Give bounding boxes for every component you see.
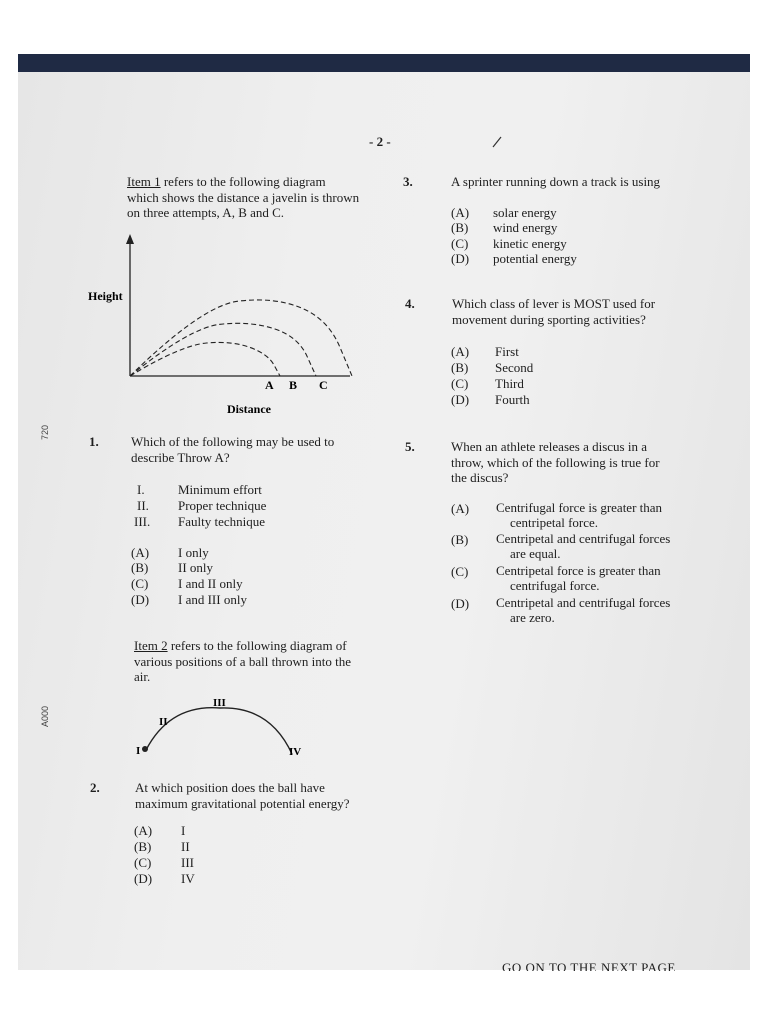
q5-option-line2: are equal. <box>510 546 561 561</box>
y-axis-arrow <box>126 234 134 244</box>
q1-statement-text: Faulty technique <box>178 514 266 529</box>
q2-option-text: IV <box>181 871 195 886</box>
q5-option-line2: centripetal force. <box>510 515 599 530</box>
q1-option-letter[interactable]: (C) <box>131 576 149 591</box>
position-i-label: I <box>136 745 141 757</box>
ball-trajectory-diagram <box>120 694 330 764</box>
q3-option-letter[interactable]: (B) <box>451 220 469 235</box>
q5-option-letter[interactable]: (A) <box>451 501 470 516</box>
q4-option-letter[interactable]: (B) <box>451 360 469 375</box>
q5-option-line1: Centripetal and centrifugal forces <box>496 531 671 546</box>
item2-ref: Item 2 <box>134 638 168 653</box>
javelin-chart <box>80 228 380 428</box>
q1-statement-num: I. <box>137 482 145 497</box>
q4-option-letter[interactable]: (D) <box>451 392 470 407</box>
q1-stem <box>131 434 391 465</box>
q4-stem-line2: movement during sporting activities? <box>452 311 646 327</box>
position-ii-label: II <box>159 716 168 728</box>
q2-option-letter[interactable]: (D) <box>134 871 153 886</box>
q2-option-text: II <box>181 839 190 854</box>
q4-option-letter[interactable]: (A) <box>451 344 470 359</box>
q1-option-text: II only <box>178 560 214 575</box>
q3-option-letter[interactable]: (A) <box>451 205 470 220</box>
q3-option-text: solar energy <box>493 205 557 220</box>
q4-option-text: Second <box>495 360 534 375</box>
q2-option-letter[interactable]: (A) <box>134 823 153 838</box>
page-number: - 2 - <box>369 134 391 149</box>
item2-line3: air. <box>134 669 151 684</box>
margin-code-bottom: A000 <box>40 705 50 727</box>
q5-option-line1: Centripetal and centrifugal forces <box>496 595 671 610</box>
position-iii-label: III <box>213 697 226 709</box>
q5-option-line2: centrifugal force. <box>510 578 600 593</box>
q1-option-text: I and III only <box>178 592 247 607</box>
q4-option-text: Fourth <box>495 392 530 407</box>
item1-line3: on three attempts, A, B and C. <box>127 205 285 220</box>
item1-intro <box>127 174 387 221</box>
q5-option-letter[interactable]: (C) <box>451 564 469 579</box>
q3-stem: A sprinter running down a track is using <box>451 174 661 189</box>
q1-stem-line1: Which of the following may be used to <box>131 434 335 449</box>
q5-number: 5. <box>405 439 415 454</box>
q1-statement-text: Minimum effort <box>178 482 262 497</box>
item1-line1: refers to the following diagram <box>160 174 326 189</box>
next-page-footer <box>502 958 702 971</box>
q4-option-letter[interactable]: (C) <box>451 376 469 391</box>
q2-stem-line2: maximum gravitational potential energy? <box>135 795 350 811</box>
trajectory-b <box>130 323 316 376</box>
q2-option-text: III <box>181 855 194 870</box>
q1-option-letter[interactable]: (B) <box>131 560 149 575</box>
q5-stem-line2: throw, which of the following is true for <box>451 454 660 470</box>
x-axis-label: Distance <box>227 402 271 416</box>
x-mark-b: B <box>289 378 298 392</box>
q2-option-letter[interactable]: (C) <box>134 855 152 870</box>
x-mark-c: C <box>319 378 328 392</box>
q4-stem <box>452 296 722 327</box>
q4-option-text: First <box>495 344 519 359</box>
q3-option-text: wind energy <box>493 220 558 235</box>
ball-arc <box>146 708 292 754</box>
item2-line2: various positions of a ball thrown into the <box>134 653 352 669</box>
q2-number: 2. <box>90 780 100 795</box>
top-dark-strip <box>18 54 750 72</box>
q2-stem-line1: At which position does the ball have <box>135 780 325 795</box>
q2-option-text: I <box>181 823 186 838</box>
q2-stem <box>135 780 395 811</box>
item1-line2: which shows the distance a javelin is thrown <box>127 189 360 205</box>
q1-statement-num: II. <box>137 498 149 513</box>
q3-option-text: potential energy <box>493 251 577 266</box>
trajectory-curves <box>130 300 352 376</box>
ball-icon <box>142 746 148 752</box>
footer-text: GO ON TO THE NEXT PAGE <box>502 960 676 971</box>
q2-option-letter[interactable]: (B) <box>134 839 152 854</box>
item2-line1: refers to the following diagram of <box>167 638 347 653</box>
q5-stem-line3: the discus? <box>451 470 509 485</box>
item2-intro <box>134 638 394 685</box>
q5-option-line1: Centripetal force is greater than <box>496 563 661 578</box>
q5-stem-line1: When an athlete releases a discus in a <box>451 439 647 454</box>
q3-option-letter[interactable]: (D) <box>451 251 470 266</box>
q5-option-letter[interactable]: (B) <box>451 532 469 547</box>
q1-stem-line2: describe Throw A? <box>131 449 230 465</box>
trajectory-c <box>130 300 352 376</box>
q5-option-line1: Centrifugal force is greater than <box>496 500 663 515</box>
q5-option-letter[interactable]: (D) <box>451 596 470 611</box>
q3-option-text: kinetic energy <box>493 236 567 251</box>
q1-option-letter[interactable]: (A) <box>131 545 150 560</box>
pen-tick-mark <box>490 134 506 150</box>
q5-option-line2: are zero. <box>510 610 555 625</box>
y-axis-label: Height <box>88 289 123 303</box>
q3-number: 3. <box>403 174 413 189</box>
q4-number: 4. <box>405 296 415 311</box>
q1-option-text: I only <box>178 545 209 560</box>
q1-statement-text: Proper technique <box>178 498 267 513</box>
q3-option-letter[interactable]: (C) <box>451 236 469 251</box>
q5-stem <box>451 439 721 486</box>
q4-option-text: Third <box>495 376 524 391</box>
q1-number: 1. <box>89 434 99 449</box>
q1-statement-num: III. <box>134 514 151 529</box>
q1-option-letter[interactable]: (D) <box>131 592 150 607</box>
margin-code-top: 720 <box>40 424 50 440</box>
x-mark-a: A <box>265 378 274 392</box>
item1-ref: Item 1 <box>127 174 161 189</box>
q4-stem-line1: Which class of lever is MOST used for <box>452 296 656 311</box>
position-iv-label: IV <box>289 746 302 758</box>
q1-option-text: I and II only <box>178 576 243 591</box>
